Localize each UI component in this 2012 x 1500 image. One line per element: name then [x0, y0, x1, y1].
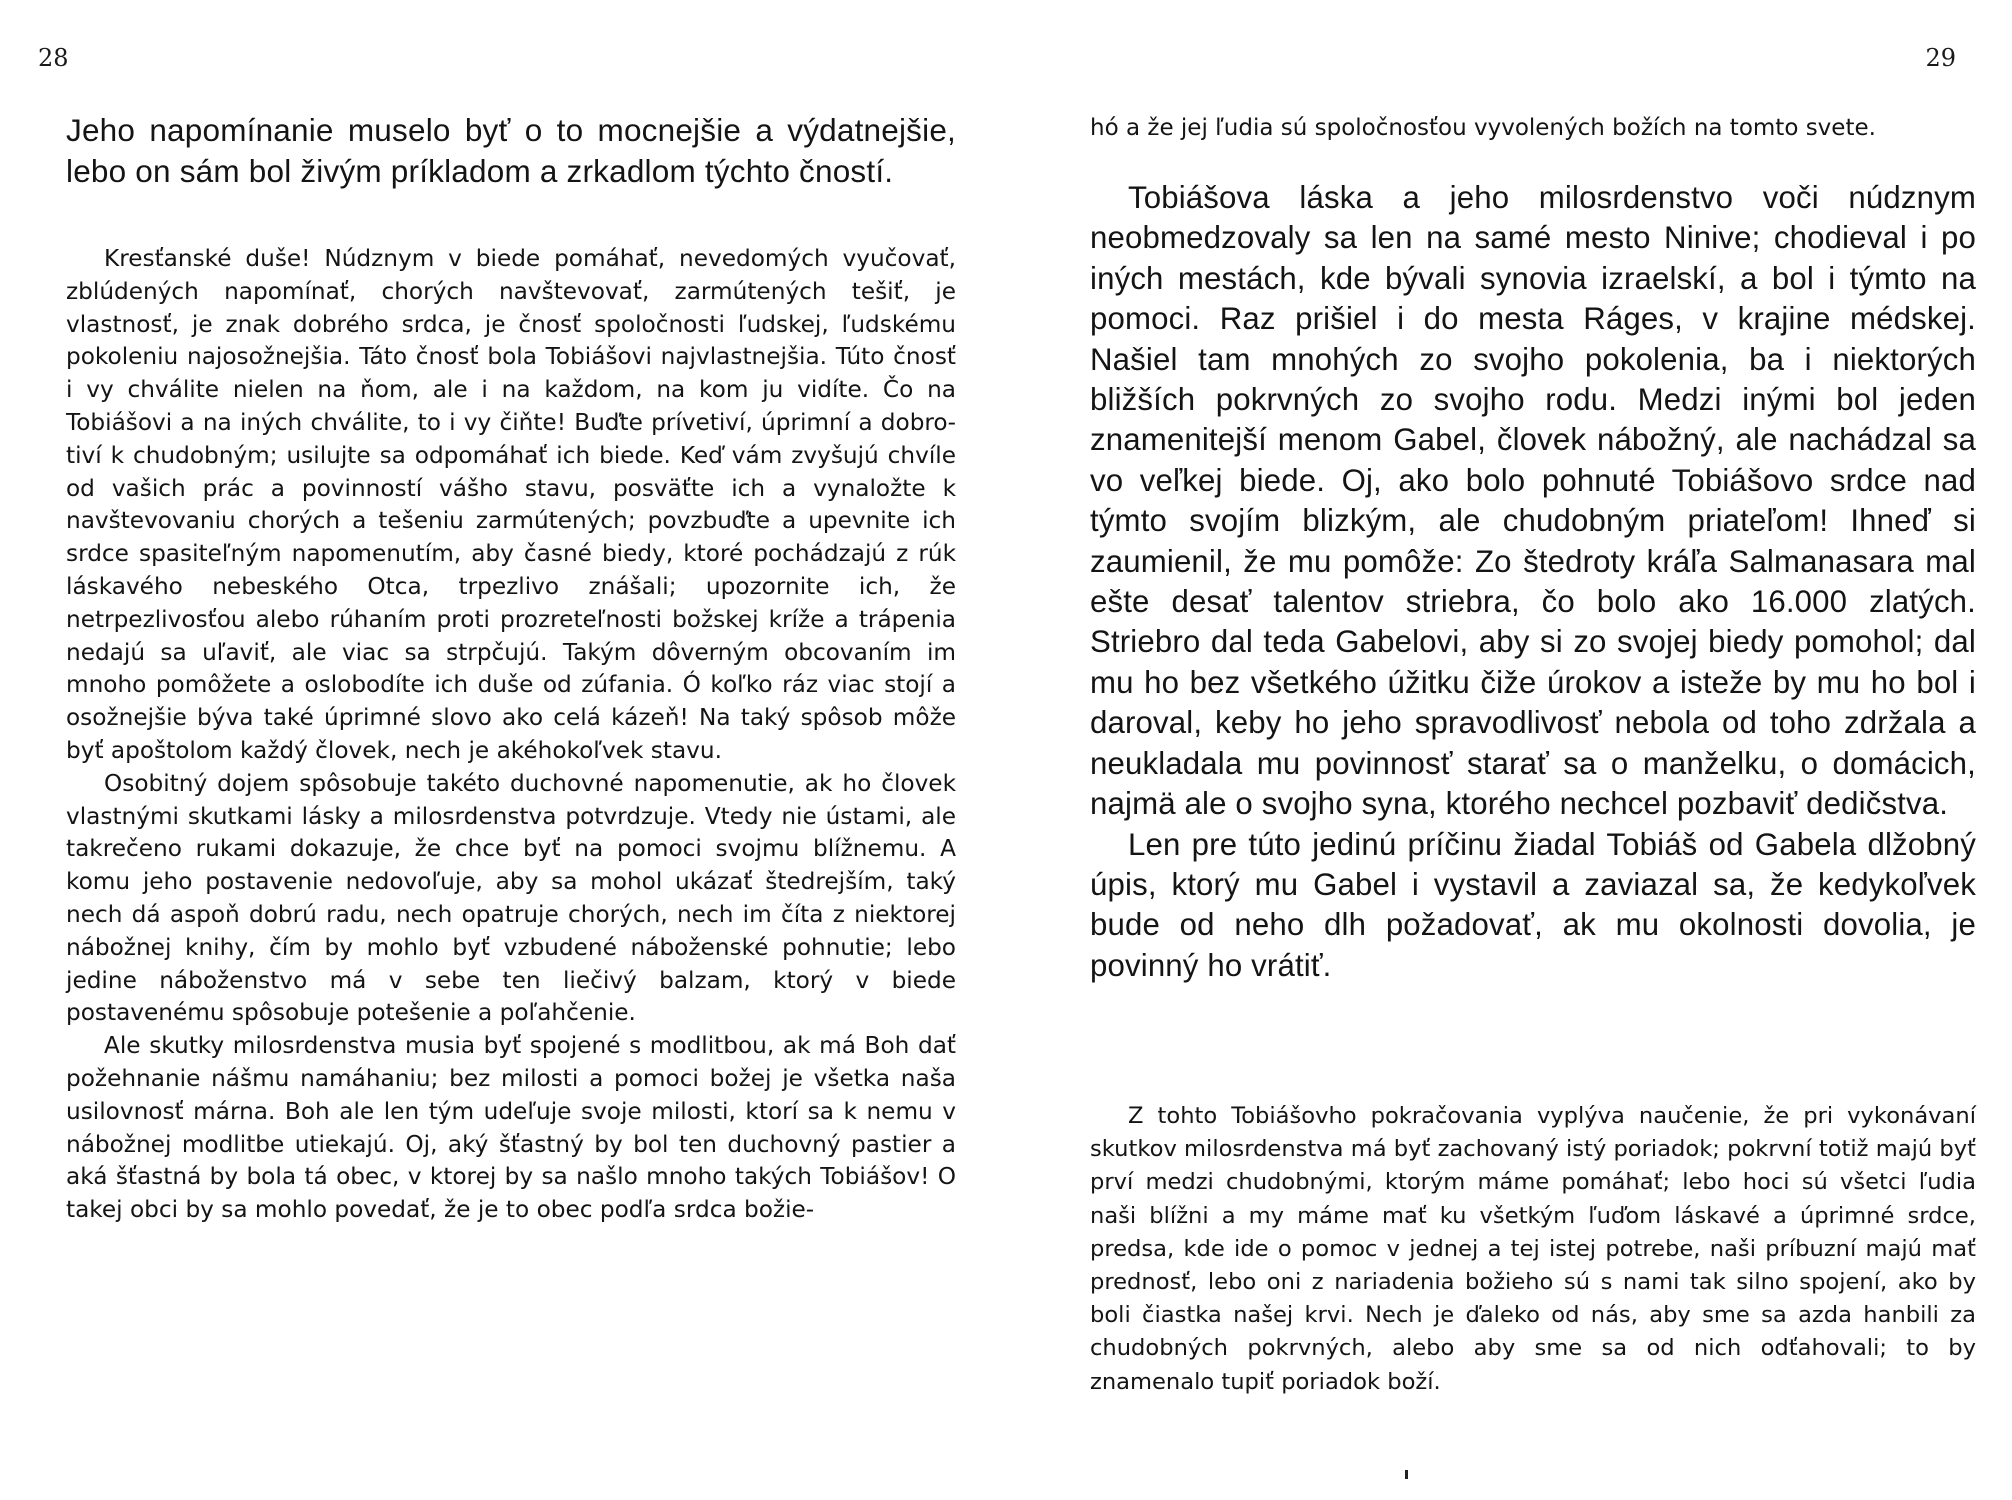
right-page: [1000, 0, 2012, 1500]
page-number-left: 28: [38, 44, 69, 72]
paragraph: Len pre túto jedinú príčinu žiadal Tobiáš od Gabela dlžobný úpis, ktorý mu Gabel i vystavil a zaviazal sa, že kedykoľvek bude od neho dlh požadovať, ak mu okolnosti dovolia, je povinný ho vrátiť.: [1090, 826, 1976, 983]
left-body-text: [66, 243, 956, 1227]
paragraph: Tobiášova láska a jeho milosrdenstvo voči núdznym neobmedzovaly sa len na samé mesto Ninive; chodieval i po iných mestách, kde bývali synovia izraelskí, a bol i týmto na pomoci. Raz prišiel i do mesta Ráges, v krajine médskej. Našiel tam mnohých zo svojho pokolenia, ba i niektorých bližších pokrvných zo svojho rodu. Medzi inými bol jeden znamenitejší menom Gabel, človek nábožný, ale nachádzal sa vo veľkej biede. Oj, ako bolo pohnuté Tobiášovo srdce nad týmto svojím blizkým, ale chudobným priateľom! Ihneď si zaumienil, že mu pomôže: Zo štedroty kráľa Salmanasara mal ešte desať talentov striebra, čo bolo ako 16.000 zlatých. Striebro dal teda Gabelovi, aby si zo svojej biedy pomohol; dal mu ho bez všetkého úžitku čiže úrokov a isteže by mu ho bol i daroval, keby ho jeho spravodlivosť nebola od toho zdržala a neukladala mu povinnosť starať sa o manželku, o domácich, najmä ale o svojho syna, ktorého nechcel pozbaviť dedičstva.: [1090, 180, 1976, 822]
right-top-fragment: [1090, 112, 1976, 145]
paragraph: Osobitný dojem spôsobuje takéto duchovné napomenutie, ak ho človek vlastnými skutkami lásky a milosrdenstva potvrdzuje. Vtedy nie ústami, ale takrečeno rukami dokazuje, že chce byť na pomoci svojmu blížnemu. A komu jeho postavenie nedovoľuje, aby sa mohol ukázať štedrejším, taký nech dá aspoň dobrú radu, nech opatruje chorých, nech im číta z niektorej nábožnej knihy, čím by mohlo byť vzbudené náboženské pohnutie; lebo jedine náboženstvo má v sebe ten liečivý balzam, ktorý v biede postavenému spôsobuje potešenie a poľahčenie.: [66, 769, 956, 1027]
paragraph: Ale skutky milosrdenstva musia byť spojené s modlitbou, ak má Boh dať požehnanie nášmu namáhaniu; bez milosti a pomoci božej je všetka naša usilovnosť márna. Boh ale len tým udeľuje svoje milosti, ktorí sa k nemu v nábožnej modlitbe utiekajú. Oj, aký šťastný by bol ten duchovný pastier a aká šťastná by bola tá obec, v ktorej by sa našlo mnoho takých Tobiášov! O takej obci by sa mohlo povedať, že je to obec podľa srdca božie-: [66, 1032, 956, 1224]
paragraph-intro: Jeho napomínanie muselo byť o to mocnejšie a výdatnejšie, lebo on sám bol živým príkladom a zrkadlom týchto čností.: [66, 112, 956, 189]
page-number-right: 29: [1925, 44, 1956, 72]
left-large-text: [66, 110, 956, 192]
paragraph: Kresťanské duše! Núdznym v biede pomáhať, nevedomých vyučovať, zblúdených napomínať, chorých navštevovať, zarmútených tešiť, je vlastnosť, je znak dobrého srdca, je čnosť spoločnosti ľudskej, ľudskému pokoleniu najosožnejšia. Táto čnosť bola Tobiášovi najvlastnejšia. Túto čnosť i vy chválite nielen na ňom, ale i na každom, na kom ju vidíte. Čo na Tobiášovi a na iných chválite, to i vy čiňte! Buďte prívetiví, úprimní a dobrotiví k chudobným; usilujte sa odpomáhať ich biede. Keď vám zvyšujú chvíle od vašich prác a povinností vášho stavu, posväťte ich a vynaložte k navštevovaniu chorých a tešeniu zarmútených; povzbuďte a upevnite ich srdce spasiteľným napomenutím, aby časné biedy, ktoré pochádzajú z rúk láskavého nebeského Otca, trpezlivo znášali; upozornite ich, že netrpezlivosťou alebo rúhaním proti prozreteľnosti božskej kríže a trápenia nedajú sa uľaviť, ale viac sa strpčujú. Takým dôverným obcovaním im mnoho pomôžete a oslobodíte ich duše od zúfania. Ó koľko ráz viac stojí a osožnejšie býva také úprimné slovo ako celá kázeň! Na taký spôsob môže byť apoštolom každý človek, nech je akéhokoľvek stavu.: [66, 245, 956, 764]
scan-speck: [1405, 1470, 1408, 1479]
paragraph: Z tohto Tobiášovho pokračovania vyplýva naučenie, že pri vykonávaní skutkov milosrdenstva má byť zachovaný istý poriadok; pokrvní totiž majú byť prví medzi chudobnými, ktorým máme pomáhať; lebo hoci sú všetci ľudia naši blížni a my máme mať ku všetkým ľuďom láskavé a úprimné srdce, predsa, kde ide o pomoc v jednej a tej istej potrebe, naši príbuzní majú mať prednosť, lebo oni z nariadenia božieho sú s nami tak silno spojení, ako by boli čiastka našej krvi. Nech je ďaleko od nás, aby sme sa azda hanbili za chudobných pokrvných, alebo aby sme sa od nich odťahovali; to by znamenalo tupiť poriadok boží.: [1090, 1103, 1976, 1395]
right-large-text: [1090, 178, 1976, 986]
right-bottom-text: [1090, 1100, 1976, 1399]
paragraph-continuation: hó a že jej ľudia sú spoločnosťou vyvolených božích na tomto svete.: [1090, 115, 1876, 141]
left-page: [0, 0, 1000, 1500]
